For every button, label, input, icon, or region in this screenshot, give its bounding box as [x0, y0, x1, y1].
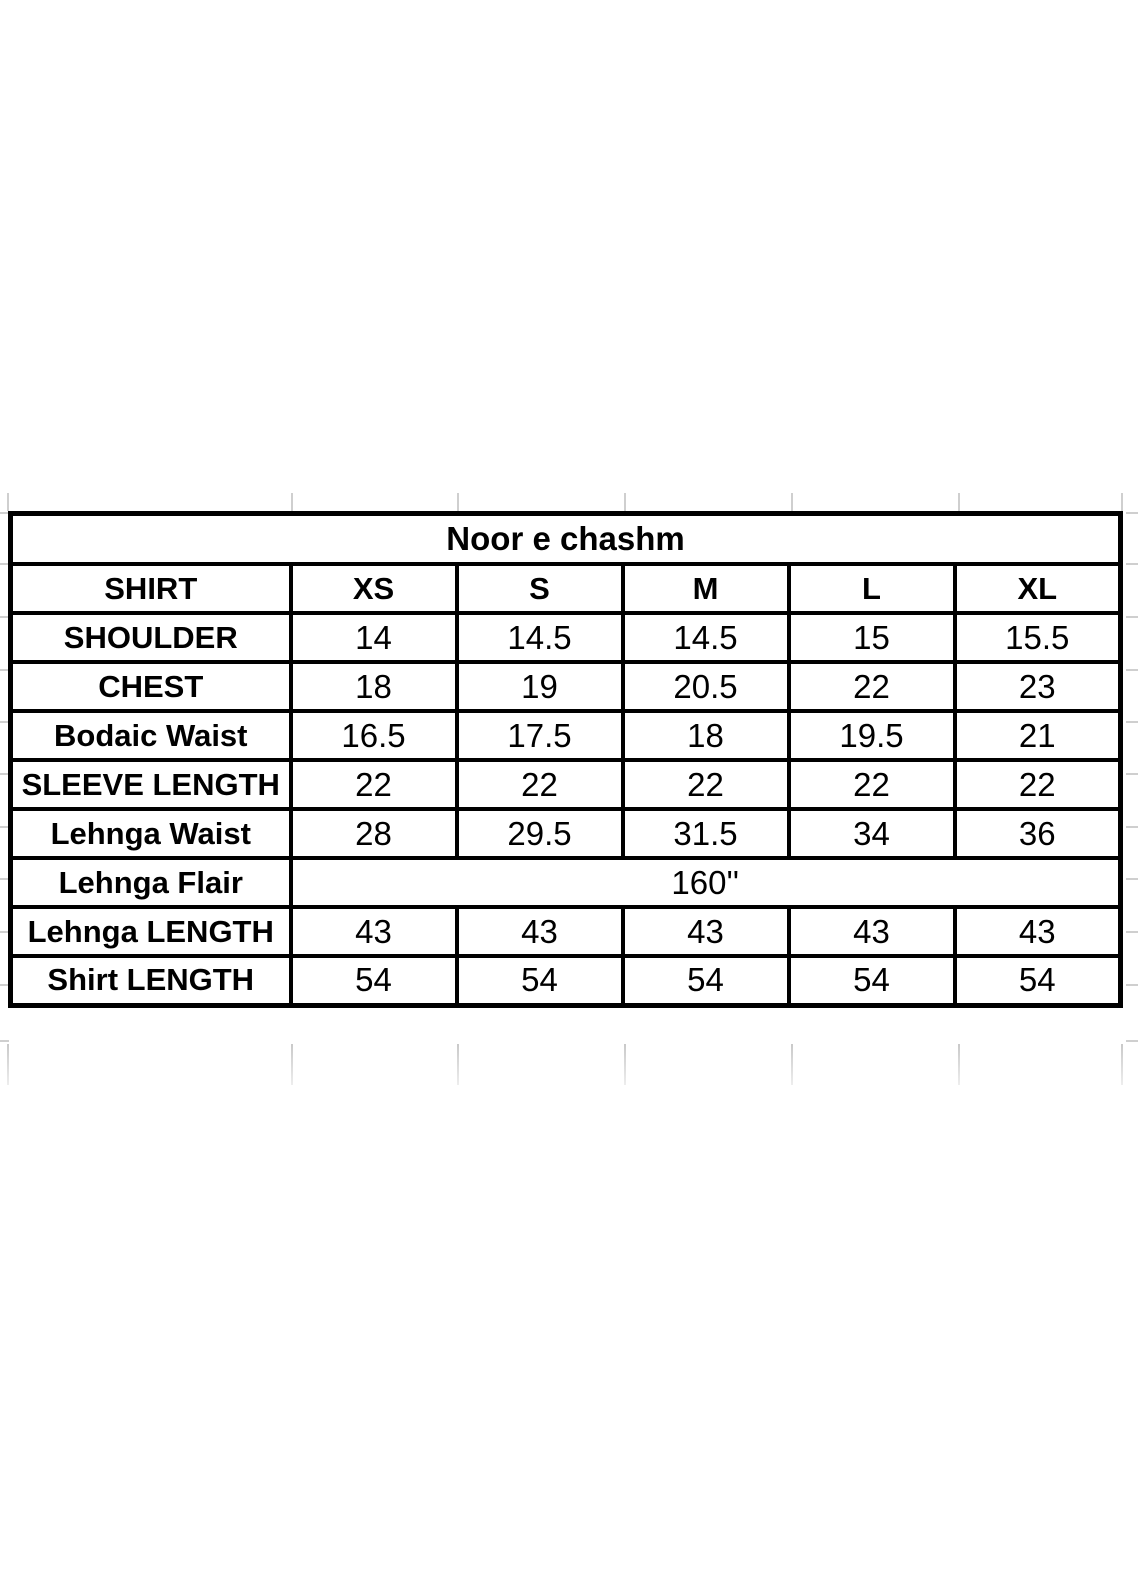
value-cell: 16.5: [291, 711, 457, 760]
value-cell: 28: [291, 809, 457, 858]
gridline: [1126, 616, 1138, 618]
gridline: [1126, 931, 1138, 933]
value-cell: 15.5: [955, 613, 1121, 662]
gridline: [291, 493, 293, 511]
gridline: [958, 1044, 960, 1085]
value-cell: 22: [789, 760, 955, 809]
gridline: [0, 1040, 9, 1042]
value-cell: 54: [457, 956, 623, 1005]
value-cell: 14: [291, 613, 457, 662]
header-cell-m: M: [623, 564, 789, 613]
value-cell: 36: [955, 809, 1121, 858]
value-cell: 29.5: [457, 809, 623, 858]
gridline: [1126, 773, 1138, 775]
row-label: Lehnga Flair: [11, 858, 291, 907]
gridline: [1126, 512, 1138, 514]
gridline: [291, 1044, 293, 1085]
value-cell: 54: [789, 956, 955, 1005]
value-cell: 17.5: [457, 711, 623, 760]
row-label: CHEST: [11, 662, 291, 711]
header-cell-s: S: [457, 564, 623, 613]
value-cell: 19.5: [789, 711, 955, 760]
table-row-sleeve-length: [11, 760, 1121, 809]
value-cell: 21: [955, 711, 1121, 760]
table-row-shoulder: [11, 613, 1121, 662]
value-cell: 43: [789, 907, 955, 956]
value-cell: 22: [955, 760, 1121, 809]
row-label: SHOULDER: [11, 613, 291, 662]
header-cell-l: L: [789, 564, 955, 613]
gridline: [7, 1044, 9, 1085]
gridline: [791, 493, 793, 511]
value-cell: 15: [789, 613, 955, 662]
header-cell-xl: XL: [955, 564, 1121, 613]
gridline: [1126, 563, 1138, 565]
value-cell: 20.5: [623, 662, 789, 711]
gridline: [1121, 493, 1123, 511]
value-cell: 43: [955, 907, 1121, 956]
row-label: Lehnga LENGTH: [11, 907, 291, 956]
value-cell: 19: [457, 662, 623, 711]
table-row-lehnga-waist: [11, 809, 1121, 858]
gridline: [1126, 669, 1138, 671]
table-title: Noor e chashm: [11, 514, 1121, 565]
gridline: [1126, 721, 1138, 723]
size-chart-table: [8, 511, 1123, 1008]
gridline: [1126, 984, 1138, 986]
value-cell: 54: [291, 956, 457, 1005]
value-cell: 34: [789, 809, 955, 858]
value-cell: 43: [457, 907, 623, 956]
row-label: Lehnga Waist: [11, 809, 291, 858]
gridline: [624, 493, 626, 511]
gridline: [1126, 826, 1138, 828]
header-cell-xs: XS: [291, 564, 457, 613]
value-cell: 22: [457, 760, 623, 809]
merged-value-cell: 160'': [291, 858, 1121, 907]
value-cell: 54: [623, 956, 789, 1005]
row-label: Shirt LENGTH: [11, 956, 291, 1005]
table-row-chest: [11, 662, 1121, 711]
table-row-lehnga-length: [11, 907, 1121, 956]
table-row-lehnga-flair: [11, 858, 1121, 907]
gridline: [958, 493, 960, 511]
table-row-bodaic-waist: [11, 711, 1121, 760]
table-row-shirt-length: [11, 956, 1121, 1005]
value-cell: 22: [789, 662, 955, 711]
row-label: SLEEVE LENGTH: [11, 760, 291, 809]
gridline: [1126, 1040, 1138, 1042]
value-cell: 54: [955, 956, 1121, 1005]
value-cell: 43: [291, 907, 457, 956]
value-cell: 18: [291, 662, 457, 711]
gridline: [1126, 878, 1138, 880]
gridline: [457, 1044, 459, 1085]
gridline: [457, 493, 459, 511]
gridline: [1121, 1044, 1123, 1085]
value-cell: 14.5: [623, 613, 789, 662]
header-row: [11, 564, 1121, 613]
gridline: [791, 1044, 793, 1085]
row-label: Bodaic Waist: [11, 711, 291, 760]
value-cell: 14.5: [457, 613, 623, 662]
gridline: [7, 493, 9, 511]
value-cell: 43: [623, 907, 789, 956]
value-cell: 22: [291, 760, 457, 809]
gridline: [624, 1044, 626, 1085]
value-cell: 22: [623, 760, 789, 809]
value-cell: 18: [623, 711, 789, 760]
header-cell-shirt: SHIRT: [11, 564, 291, 613]
value-cell: 31.5: [623, 809, 789, 858]
value-cell: 23: [955, 662, 1121, 711]
